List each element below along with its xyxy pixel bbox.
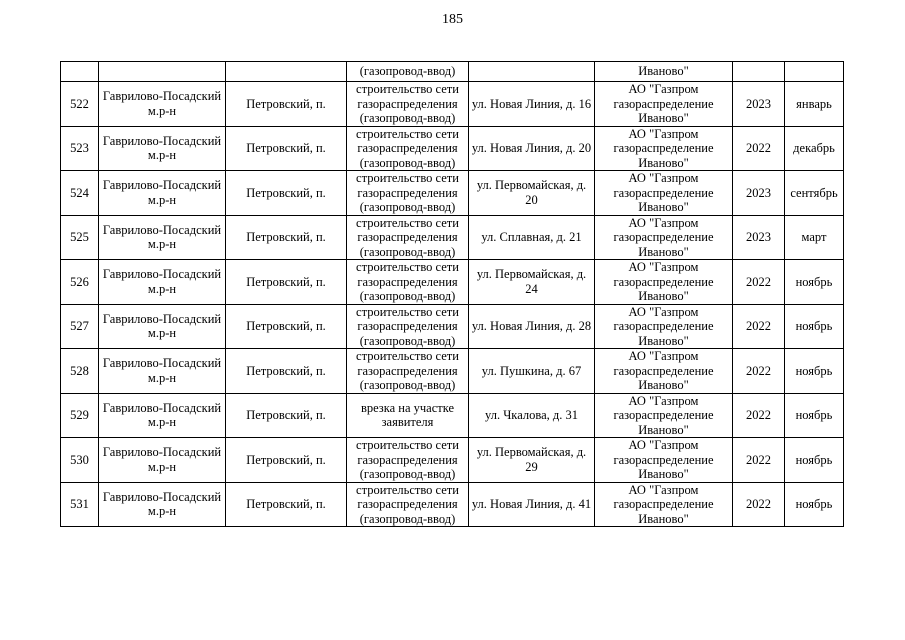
cell-address: ул. Первомайская, д. 29	[469, 438, 595, 483]
table-row	[61, 482, 844, 527]
cell-settlement: Петровский, п.	[226, 82, 347, 127]
cell-month: ноябрь	[785, 349, 844, 394]
cell-settlement: Петровский, п.	[226, 126, 347, 171]
cell-address: ул. Новая Линия, д. 20	[469, 126, 595, 171]
cell-year: 2022	[733, 304, 785, 349]
cell-work: строительство сети газораспределения (газопровод-ввод)	[347, 260, 469, 305]
cell-year: 2022	[733, 260, 785, 305]
cell-district: Гаврилово-Посадский м.р-н	[99, 260, 226, 305]
cell-settlement: Петровский, п.	[226, 171, 347, 216]
cell-work: строительство сети газораспределения (газопровод-ввод)	[347, 215, 469, 260]
cell-year: 2022	[733, 393, 785, 438]
cell-work: строительство сети газораспределения (газопровод-ввод)	[347, 349, 469, 394]
cell-year: 2022	[733, 438, 785, 483]
cell-district: Гаврилово-Посадский м.р-н	[99, 82, 226, 127]
cell-settlement: Петровский, п.	[226, 215, 347, 260]
table-row	[61, 260, 844, 305]
cell-settlement: Петровский, п.	[226, 349, 347, 394]
table-body	[61, 62, 844, 527]
cell-address	[469, 62, 595, 82]
table-row	[61, 171, 844, 216]
cell-org: АО "Газпром газораспределение Иваново"	[595, 438, 733, 483]
cell-year: 2022	[733, 482, 785, 527]
data-table	[60, 61, 844, 527]
cell-year: 2022	[733, 126, 785, 171]
cell-org: АО "Газпром газораспределение Иваново"	[595, 304, 733, 349]
cell-work: (газопровод-ввод)	[347, 62, 469, 82]
cell-org: АО "Газпром газораспределение Иваново"	[595, 482, 733, 527]
cell-address: ул. Первомайская, д. 20	[469, 171, 595, 216]
cell-org: АО "Газпром газораспределение Иваново"	[595, 260, 733, 305]
cell-month: ноябрь	[785, 438, 844, 483]
cell-settlement: Петровский, п.	[226, 393, 347, 438]
cell-year	[733, 62, 785, 82]
cell-district: Гаврилово-Посадский м.р-н	[99, 349, 226, 394]
cell-district: Гаврилово-Посадский м.р-н	[99, 482, 226, 527]
cell-month	[785, 62, 844, 82]
cell-work: строительство сети газораспределения (газопровод-ввод)	[347, 482, 469, 527]
cell-address: ул. Первомайская, д. 24	[469, 260, 595, 305]
cell-month: ноябрь	[785, 260, 844, 305]
cell-district: Гаврилово-Посадский м.р-н	[99, 215, 226, 260]
cell-num	[61, 62, 99, 82]
cell-work: строительство сети газораспределения (газопровод-ввод)	[347, 304, 469, 349]
cell-org: АО "Газпром газораспределение Иваново"	[595, 393, 733, 438]
cell-num: 523	[61, 126, 99, 171]
table-row	[61, 82, 844, 127]
cell-month: январь	[785, 82, 844, 127]
cell-settlement: Петровский, п.	[226, 260, 347, 305]
cell-num: 524	[61, 171, 99, 216]
cell-address: ул. Пушкина, д. 67	[469, 349, 595, 394]
cell-org: АО "Газпром газораспределение Иваново"	[595, 171, 733, 216]
cell-work: строительство сети газораспределения (газопровод-ввод)	[347, 126, 469, 171]
cell-settlement: Петровский, п.	[226, 438, 347, 483]
cell-num: 525	[61, 215, 99, 260]
cell-num: 531	[61, 482, 99, 527]
cell-num: 522	[61, 82, 99, 127]
table-row	[61, 126, 844, 171]
cell-year: 2022	[733, 349, 785, 394]
cell-month: март	[785, 215, 844, 260]
cell-year: 2023	[733, 171, 785, 216]
cell-month: ноябрь	[785, 482, 844, 527]
cell-district: Гаврилово-Посадский м.р-н	[99, 438, 226, 483]
cell-org: Иваново"	[595, 62, 733, 82]
cell-org: АО "Газпром газораспределение Иваново"	[595, 82, 733, 127]
table-row	[61, 438, 844, 483]
cell-settlement: Петровский, п.	[226, 482, 347, 527]
cell-org: АО "Газпром газораспределение Иваново"	[595, 349, 733, 394]
table-row	[61, 393, 844, 438]
cell-work: врезка на участке заявителя	[347, 393, 469, 438]
cell-address: ул. Чкалова, д. 31	[469, 393, 595, 438]
cell-address: ул. Новая Линия, д. 41	[469, 482, 595, 527]
cell-work: строительство сети газораспределения (газопровод-ввод)	[347, 438, 469, 483]
cell-district: Гаврилово-Посадский м.р-н	[99, 393, 226, 438]
cell-num: 527	[61, 304, 99, 349]
cell-num: 529	[61, 393, 99, 438]
cell-address: ул. Новая Линия, д. 16	[469, 82, 595, 127]
cell-settlement: Петровский, п.	[226, 304, 347, 349]
cell-year: 2023	[733, 215, 785, 260]
cell-num: 528	[61, 349, 99, 394]
cell-year: 2023	[733, 82, 785, 127]
cell-month: ноябрь	[785, 304, 844, 349]
cell-month: декабрь	[785, 126, 844, 171]
table-row	[61, 349, 844, 394]
table-row	[61, 215, 844, 260]
cell-settlement	[226, 62, 347, 82]
cell-month: ноябрь	[785, 393, 844, 438]
cell-num: 530	[61, 438, 99, 483]
cell-org: АО "Газпром газораспределение Иваново"	[595, 215, 733, 260]
cell-org: АО "Газпром газораспределение Иваново"	[595, 126, 733, 171]
cell-address: ул. Новая Линия, д. 28	[469, 304, 595, 349]
cell-work: строительство сети газораспределения (газопровод-ввод)	[347, 82, 469, 127]
cell-district: Гаврилово-Посадский м.р-н	[99, 171, 226, 216]
cell-address: ул. Сплавная, д. 21	[469, 215, 595, 260]
page-number: 185	[442, 12, 463, 27]
cell-district: Гаврилово-Посадский м.р-н	[99, 126, 226, 171]
cell-work: строительство сети газораспределения (газопровод-ввод)	[347, 171, 469, 216]
continuation-row	[61, 62, 844, 82]
table-row	[61, 304, 844, 349]
cell-month: сентябрь	[785, 171, 844, 216]
cell-district: Гаврилово-Посадский м.р-н	[99, 304, 226, 349]
cell-district	[99, 62, 226, 82]
cell-num: 526	[61, 260, 99, 305]
